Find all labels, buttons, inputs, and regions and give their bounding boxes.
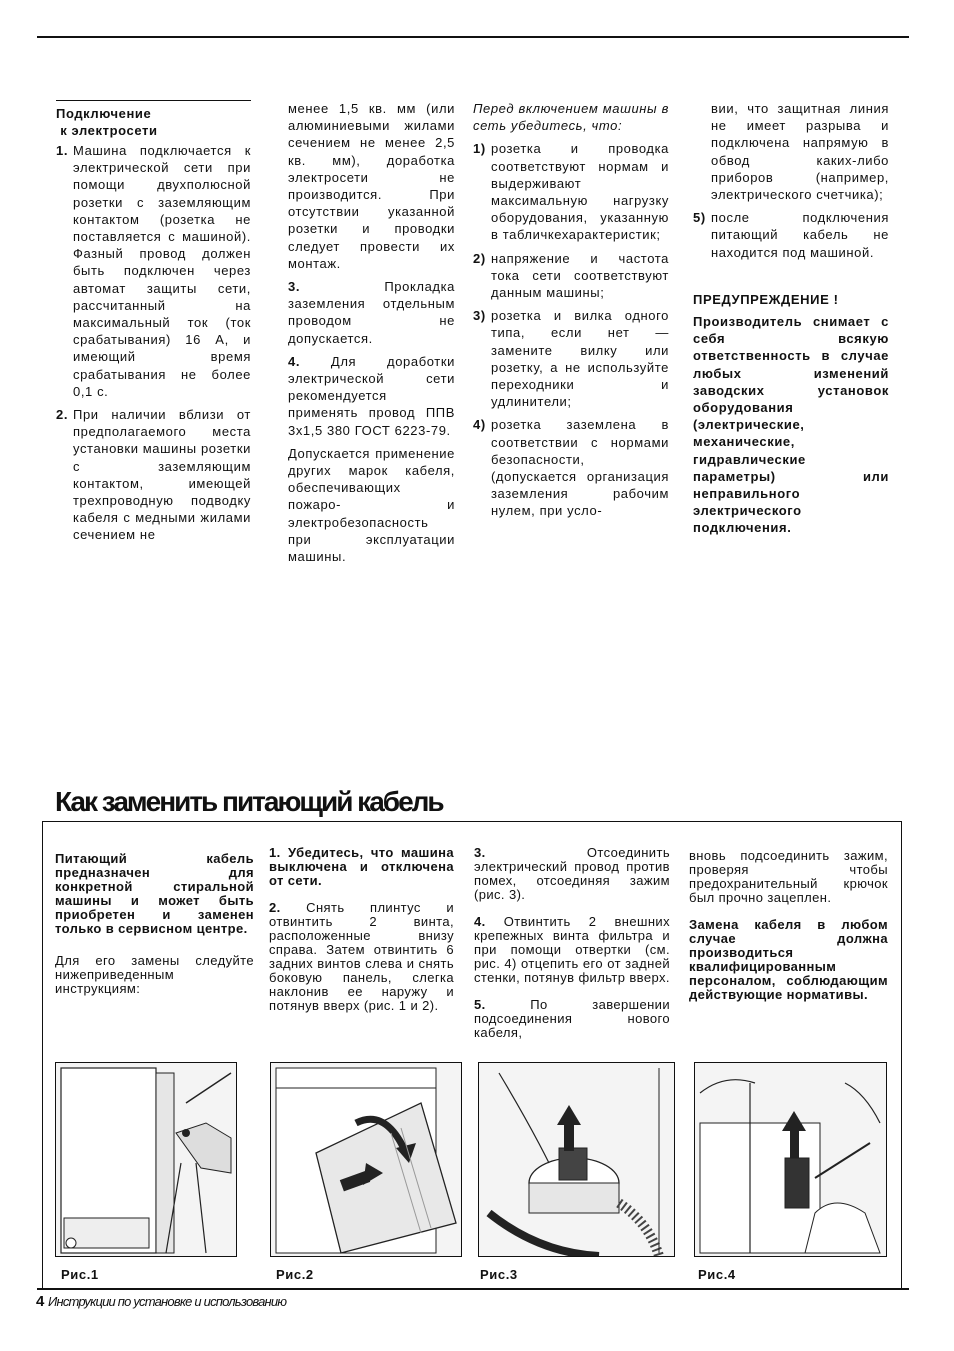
paragraph: менее 1,5 кв. мм (или алюминиевыми жилами сечением не менее 2,5 кв. мм), доработка электросети не производится. При отсутствии указанной розетки и проводки следует провести их монтаж. bbox=[288, 101, 455, 271]
bottom-column-2 bbox=[269, 846, 454, 1026]
filter-removal-drawing bbox=[695, 1063, 886, 1256]
column-2 bbox=[288, 100, 455, 571]
figure-4-illustration bbox=[694, 1062, 887, 1257]
bottom-column-3 bbox=[474, 846, 670, 1053]
list-item: 4. Для доработки электрической сети рекомендуется применять провод ППВ 3х1,5 380 ГОСТ 6223-79. bbox=[288, 353, 455, 438]
list-item: 2) напряжение и частота тока сети соответствуют данным машины; bbox=[473, 250, 669, 301]
column-4 bbox=[693, 100, 889, 543]
paragraph: 1. Убедитесь, что машина выключена и отключена от сети. bbox=[269, 845, 455, 888]
list-item: 4) розетка заземлена в соответствии с нормами безопасности, (допускается организация заземления рабочим нулем, при усло- bbox=[473, 417, 669, 519]
paragraph: 3. Отсоединить электрический провод против помех, отсоединяя зажим (рис. 3). bbox=[474, 845, 670, 902]
section-heading: Подключение к электросети bbox=[56, 100, 251, 142]
page-number: 4 bbox=[36, 1293, 45, 1310]
paragraph: 4. Отвинтить 2 внешних крепежных винта фильтра и при помощи отвертки (см. рис. 4) отцепить его от задней стенки, потянув фильтр вверх. bbox=[474, 914, 670, 985]
paragraph: вии, что защитная линия не имеет разрыва и подключена напрямую в обвод каких-либо приборов (например, электрического счетчика); bbox=[711, 101, 889, 203]
intro-text: Перед включением машины в сеть убедитесь, что: bbox=[473, 101, 669, 134]
list-item: 1. Машина подключается к электрической сети при помощи двухполюсной розетки с заземляющим контактом (розетка не поставляется с машиной). Фазный провод должен быть подключен через автомат защиты сети, рассчитанный на максимальный ток (ток срабатывания) 16 А, и имеющий время срабатывания не более 0,1 с. bbox=[56, 143, 251, 399]
warning-title: ПРЕДУПРЕЖДЕНИЕ ! bbox=[693, 291, 839, 307]
figure-2-caption: Рис.2 bbox=[276, 1267, 314, 1282]
frame-bottom-rule bbox=[37, 1288, 909, 1290]
list-item: 5) после подключения питающий кабель не находится под машиной. bbox=[693, 210, 889, 260]
list-item: 1) розетка и проводка соответствуют нормам и выдерживают максимальную нагрузку оборудования, указанную в табличкехарактеристик; bbox=[473, 141, 669, 243]
paragraph: Питающий кабель предназначен для конкретной стиральной машины и может быть приобретен и заменен только в сервисном центре. bbox=[55, 851, 254, 936]
column-3 bbox=[473, 100, 669, 526]
paragraph: 2. Снять плинтус и отвинтить 2 винта, расположенные внизу справа. Затем отвинтить 6 задних винтов слева и снять боковую панель, слегка наклонив ее наружу и потянув вверх (рис. 1 и 2). bbox=[269, 900, 455, 1013]
list-item: 2. При наличии вблизи от предполагаемого места установки машины розетки с заземляющим контактом, имеющей трехпроводную подводку кабеля с медными жилами сечением не bbox=[56, 407, 251, 543]
paragraph: 5. По завершении подсоединения нового кабеля, bbox=[474, 997, 670, 1040]
top-rule bbox=[37, 36, 909, 38]
list-item: 3) розетка и вилка одного типа, если нет — замените вилку или розетку, а не используйте переходники и удлинители; bbox=[473, 308, 669, 410]
paragraph: вновь подсоединить зажим, проверяя чтобы предохранительный крючок был прочно зацеплен. bbox=[689, 848, 888, 905]
figure-3-caption: Рис.3 bbox=[480, 1267, 518, 1282]
paragraph: Для его замены следуйте нижеприведенным инструкциям: bbox=[55, 953, 254, 996]
figure-1-caption: Рис.1 bbox=[61, 1267, 99, 1282]
list-item: 3. Прокладка заземления отдельным проводом не допускается. bbox=[288, 279, 455, 346]
figure-4-caption: Рис.4 bbox=[698, 1267, 736, 1282]
figure-2-illustration bbox=[270, 1062, 462, 1257]
page-footer bbox=[36, 1293, 286, 1310]
paragraph: Замена кабеля в любом случае должна производиться квалифицированным персоналом, соблюдающим действующие нормативы. bbox=[689, 917, 888, 1002]
bottom-column-4 bbox=[689, 849, 888, 1015]
machine-side-drawing bbox=[56, 1063, 236, 1256]
section-title: Как заменить питающий кабель bbox=[55, 786, 443, 817]
column-1 bbox=[56, 100, 251, 550]
bottom-column-1 bbox=[55, 852, 254, 1009]
warning-text: Производитель снимает с себя всякую ответственность в случае любых изменений заводских установок оборудования (электрические, механические, гидравлические параметры) или неправильного электрического подключения. bbox=[693, 314, 889, 536]
figure-1-illustration bbox=[55, 1062, 237, 1257]
footer-text: Инструкции по установке и использованию bbox=[47, 1294, 287, 1309]
figure-3-illustration bbox=[478, 1062, 675, 1257]
clamp-drawing bbox=[479, 1063, 674, 1256]
paragraph: Допускается применение других марок кабеля, обеспечивающих пожаро- и электробезопасность при эксплуатации машины. bbox=[288, 445, 455, 565]
panel-removal-drawing bbox=[271, 1063, 461, 1256]
